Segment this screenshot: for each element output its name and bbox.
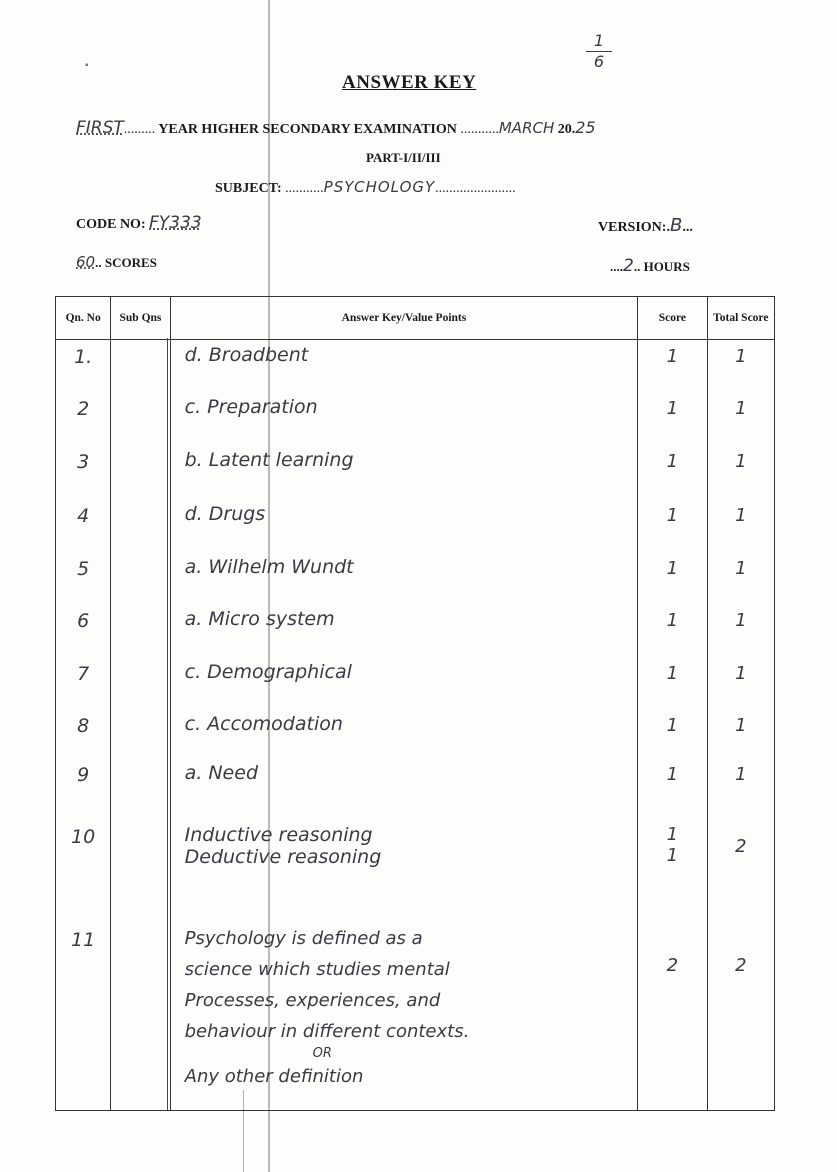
question-number: 8 — [56, 709, 111, 758]
answer-cell — [170, 758, 638, 811]
answer-line: d. Drugs — [184, 503, 266, 526]
question-number: 1. — [56, 340, 111, 393]
hours-label: .. HOURS — [633, 259, 690, 274]
total-score-cell: 1 — [707, 604, 774, 657]
scan-speck: ▪ — [85, 60, 89, 71]
score-cell — [638, 340, 707, 393]
score-cell — [638, 810, 707, 911]
sub-question — [111, 552, 170, 605]
subject-line: SUBJECT: ...........PSYCHOLOGY....................... — [215, 178, 516, 196]
header-score: Score — [638, 297, 707, 340]
code-label: CODE NO: — [76, 217, 146, 232]
score-value: 1 — [666, 346, 679, 367]
sub-question — [111, 709, 170, 758]
answer-margin-line — [167, 338, 168, 1110]
score-cell — [638, 709, 707, 758]
version-line: VERSION:.B... — [598, 215, 693, 236]
version-label: VERSION:. — [598, 220, 670, 235]
total-score-cell: 1 — [707, 552, 774, 605]
answer-cell — [170, 340, 638, 393]
subject-value: PSYCHOLOGY — [323, 178, 436, 196]
sub-question — [111, 392, 170, 445]
code-line — [76, 213, 202, 233]
scores-value: 60 — [76, 253, 96, 271]
score-value: 1 — [666, 398, 679, 420]
hours-line: ....2.. HOURS — [610, 256, 690, 276]
score-value: 1 — [666, 557, 679, 579]
score-cell — [638, 604, 707, 657]
part-label: PART-I/II/III — [366, 150, 441, 165]
table-row — [56, 392, 775, 445]
score-value: 1 — [666, 824, 679, 846]
answer-key-table — [55, 296, 775, 1111]
year-suffix: 25 — [575, 118, 596, 137]
page-fraction-bottom: 6 — [593, 52, 605, 71]
page-title: ANSWER KEY — [342, 72, 477, 93]
score-value: 1 — [666, 610, 679, 632]
answer-line: Any other definition — [184, 1066, 364, 1088]
score-cell — [638, 758, 707, 811]
score-cell — [638, 911, 707, 1110]
answer-cell — [170, 392, 638, 445]
table-row — [56, 709, 775, 758]
score-value: 1 — [666, 662, 679, 684]
version-value: B — [669, 215, 683, 236]
answer-line: science which studies mental — [184, 959, 450, 981]
question-number: 10 — [56, 810, 111, 911]
page-fraction — [586, 32, 612, 71]
table-row — [56, 445, 775, 500]
score-cell — [638, 445, 707, 500]
page-fraction-top: 1 — [593, 31, 605, 50]
question-number: 9 — [56, 758, 111, 811]
answer-cell — [170, 709, 638, 758]
score-value: 1 — [666, 845, 679, 867]
answer-line: Processes, experiences, and — [184, 990, 441, 1012]
answer-line: Deductive reasoning — [184, 846, 382, 869]
score-cell — [638, 552, 707, 605]
answer-cell — [170, 552, 638, 605]
answer-line: a. Need — [184, 761, 258, 784]
question-number: 3 — [56, 445, 111, 500]
answer-line: d. Broadbent — [184, 344, 309, 366]
table-row — [56, 911, 775, 1110]
total-score-cell: 1 — [707, 657, 774, 710]
total-score-cell: 2 — [707, 810, 774, 911]
code-value: FY333 — [149, 213, 202, 233]
total-score-cell: 1 — [707, 709, 774, 758]
answer-cell — [170, 604, 638, 657]
answer-line: behaviour in different contexts. — [184, 1021, 470, 1043]
table-row — [56, 758, 775, 811]
answer-cell — [170, 445, 638, 500]
header-answer: Answer Key/Value Points — [170, 297, 638, 340]
answer-line: c. Demographical — [184, 660, 352, 683]
answer-line: b. Latent learning — [184, 448, 354, 471]
sub-question — [111, 911, 170, 1110]
question-number: 5 — [56, 552, 111, 605]
total-score-cell: 1 — [707, 392, 774, 445]
exam-text: YEAR HIGHER SECONDARY EXAMINATION — [158, 122, 457, 137]
hours-value: 2 — [623, 256, 634, 276]
question-number: 4 — [56, 499, 111, 552]
header-total: Total Score — [707, 297, 774, 340]
month-handwritten: MARCH — [498, 119, 555, 137]
sub-question — [111, 340, 170, 393]
header-qn: Qn. No — [56, 297, 111, 340]
sub-question — [111, 810, 170, 911]
exam-line: FIRST......... YEAR HIGHER SECONDARY EXAMINATION ...........MARCH 20.25 — [76, 118, 596, 138]
total-score-cell: 1 — [707, 499, 774, 552]
answer-cell — [170, 810, 638, 911]
score-value: 2 — [666, 955, 679, 977]
table-row — [56, 499, 775, 552]
score-value: 1 — [666, 715, 679, 737]
answer-cell — [170, 499, 638, 552]
header-sub: Sub Qns — [111, 297, 170, 340]
answer-line: Psychology is defined as a — [184, 928, 423, 950]
year-prefix: 20. — [557, 122, 576, 137]
sub-question — [111, 657, 170, 710]
total-score-cell: 1 — [707, 758, 774, 811]
table-row — [56, 552, 775, 605]
sub-question — [111, 499, 170, 552]
answer-cell — [170, 911, 638, 1110]
score-cell — [638, 657, 707, 710]
table-row — [56, 340, 775, 393]
score-value: 1 — [666, 763, 679, 785]
total-score-cell: 1 — [707, 340, 774, 393]
answer-or: OR — [312, 1046, 332, 1062]
question-number: 2 — [56, 392, 111, 445]
total-score-cell: 2 — [707, 911, 774, 1110]
question-number: 11 — [56, 911, 111, 1110]
scores-line — [76, 253, 157, 271]
table-row — [56, 604, 775, 657]
sub-question — [111, 758, 170, 811]
total-score-cell: 1 — [707, 445, 774, 500]
answer-line: Inductive reasoning — [184, 824, 373, 847]
year-handwritten: FIRST — [76, 118, 124, 138]
answer-line: a. Micro system — [184, 608, 335, 631]
subject-label: SUBJECT: — [215, 181, 282, 196]
score-cell — [638, 499, 707, 552]
score-value: 1 — [666, 505, 679, 527]
score-value: 1 — [666, 450, 679, 472]
answer-cell — [170, 657, 638, 710]
table-row — [56, 810, 775, 911]
answer-line: a. Wilhelm Wundt — [184, 555, 354, 578]
scores-label: .. SCORES — [95, 255, 157, 270]
score-cell — [638, 392, 707, 445]
sub-question — [111, 445, 170, 500]
answer-line: c. Accomodation — [184, 713, 343, 736]
answer-line: c. Preparation — [184, 396, 318, 419]
question-number: 6 — [56, 604, 111, 657]
sub-question — [111, 604, 170, 657]
table-row — [56, 657, 775, 710]
question-number: 7 — [56, 657, 111, 710]
